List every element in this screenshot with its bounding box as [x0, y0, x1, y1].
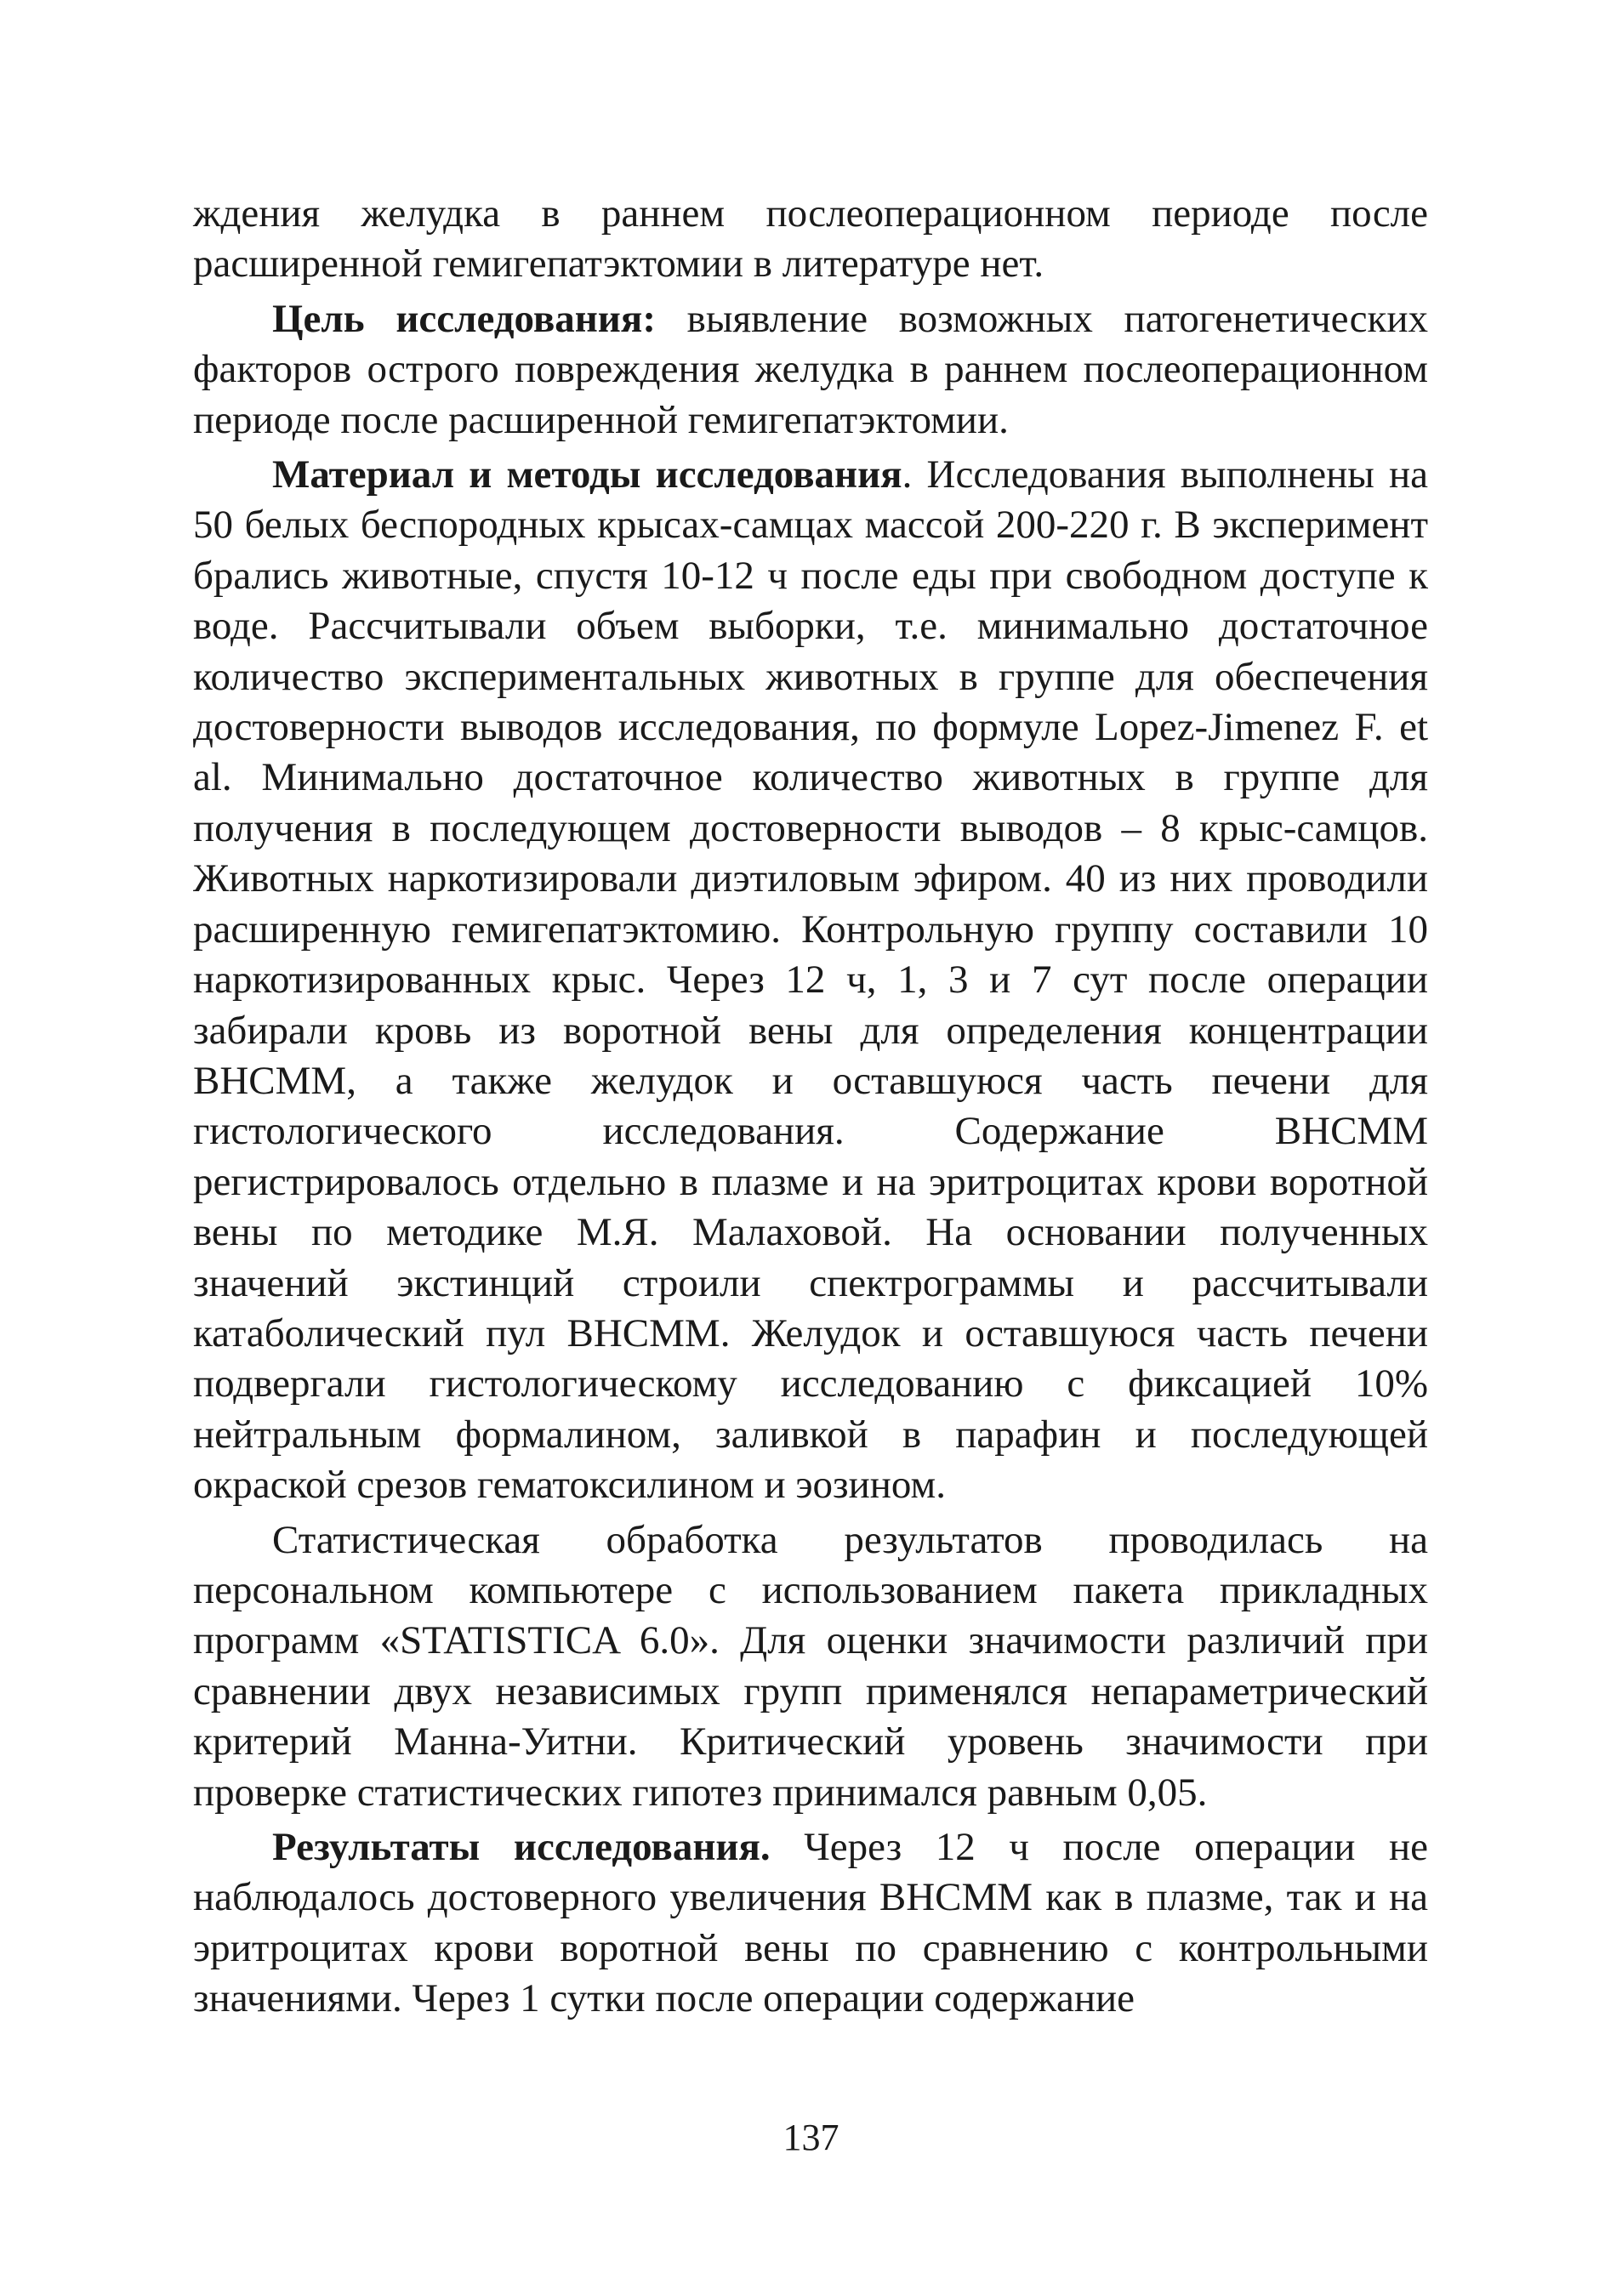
section-heading-methods: Материал и методы исследования: [272, 452, 902, 497]
body-text: [193, 189, 1428, 2025]
paragraph-text: выявление возможных патогенетических факторов острого повреждения желудка в раннем послеоперационном периоде после расширенной гемигепатэктомии.: [193, 296, 1429, 442]
paragraph-results: [193, 1822, 1428, 2025]
paragraph-methods: [193, 450, 1428, 1511]
paragraph-aim: [193, 294, 1428, 446]
page-number: 137: [783, 2117, 839, 2158]
paragraph-statistics: [193, 1515, 1428, 1818]
paragraph-text: . Исследования выполнены на 50 белых беспородных крысах-самцах массой 200-220 г. В эксперимент брались животные, спустя 10-12 ч после еды при свободном доступе к воде. Рассчитывали объем выборки, т.е. минимально достаточное количество экспериментальных животных в группе для обеспечения достоверности выводов исследования, по формуле Lopez-Jimenez F. et al. Минимально достаточное количество животных в группе для получения в последующем достоверности выводов – 8 крыс-самцов. Животных наркотизировали диэтиловым эфиром. 40 из них проводили расширенную гемигепатэктомию. Контрольную группу составили 10 наркотизированных крыс. Через 12 ч, 1, 3 и 7 сут после операции забирали кровь из воротной вены для определения концентрации ВНСММ, а также желудок и оставшуюся часть печени для гистологического исследования. Содержание ВНСММ регистрировалось отдельно в плазме и на эритроцитах крови воротной вены по методике М.Я. Малаховой. На основании полученных значений экстинций строили спектрограммы и рассчитывали катаболический пул ВНСММ. Желудок и оставшуюся часть печени подвергали гистологическому исследованию с фиксацией 10% нейтральным формалином, заливкой в парафин и последующей окраской срезов гематоксилином и эозином.: [193, 452, 1428, 1508]
paragraph-text: ждения желудка в раннем послеоперационном периоде после расширенной гемигепатэктомии в литературе нет.: [193, 191, 1428, 287]
paragraph-text: Через 12 ч после операции не наблюдалось достоверного увеличения ВНСММ как в плазме, так и на эритроцитах крови воротной вены по сравнению с контрольными значениями. Через 1 сутки после операции содержание: [193, 1825, 1428, 2021]
paragraph-text: Статистическая обработка результатов проводилась на персональном компьютере с использованием пакета прикладных программ «STATISTICA 6.0». Для оценки значимости различий при сравнении двух независимых групп применялся непараметрический критерий Манна-Уитни. Критический уровень значимости при проверке статистических гипотез принимался равным 0,05.: [193, 1517, 1428, 1815]
section-heading-aim: Цель исследования:: [272, 296, 656, 341]
paragraph-intro-continuation: [193, 189, 1428, 290]
section-heading-results: Результаты исследования.: [272, 1825, 771, 1869]
